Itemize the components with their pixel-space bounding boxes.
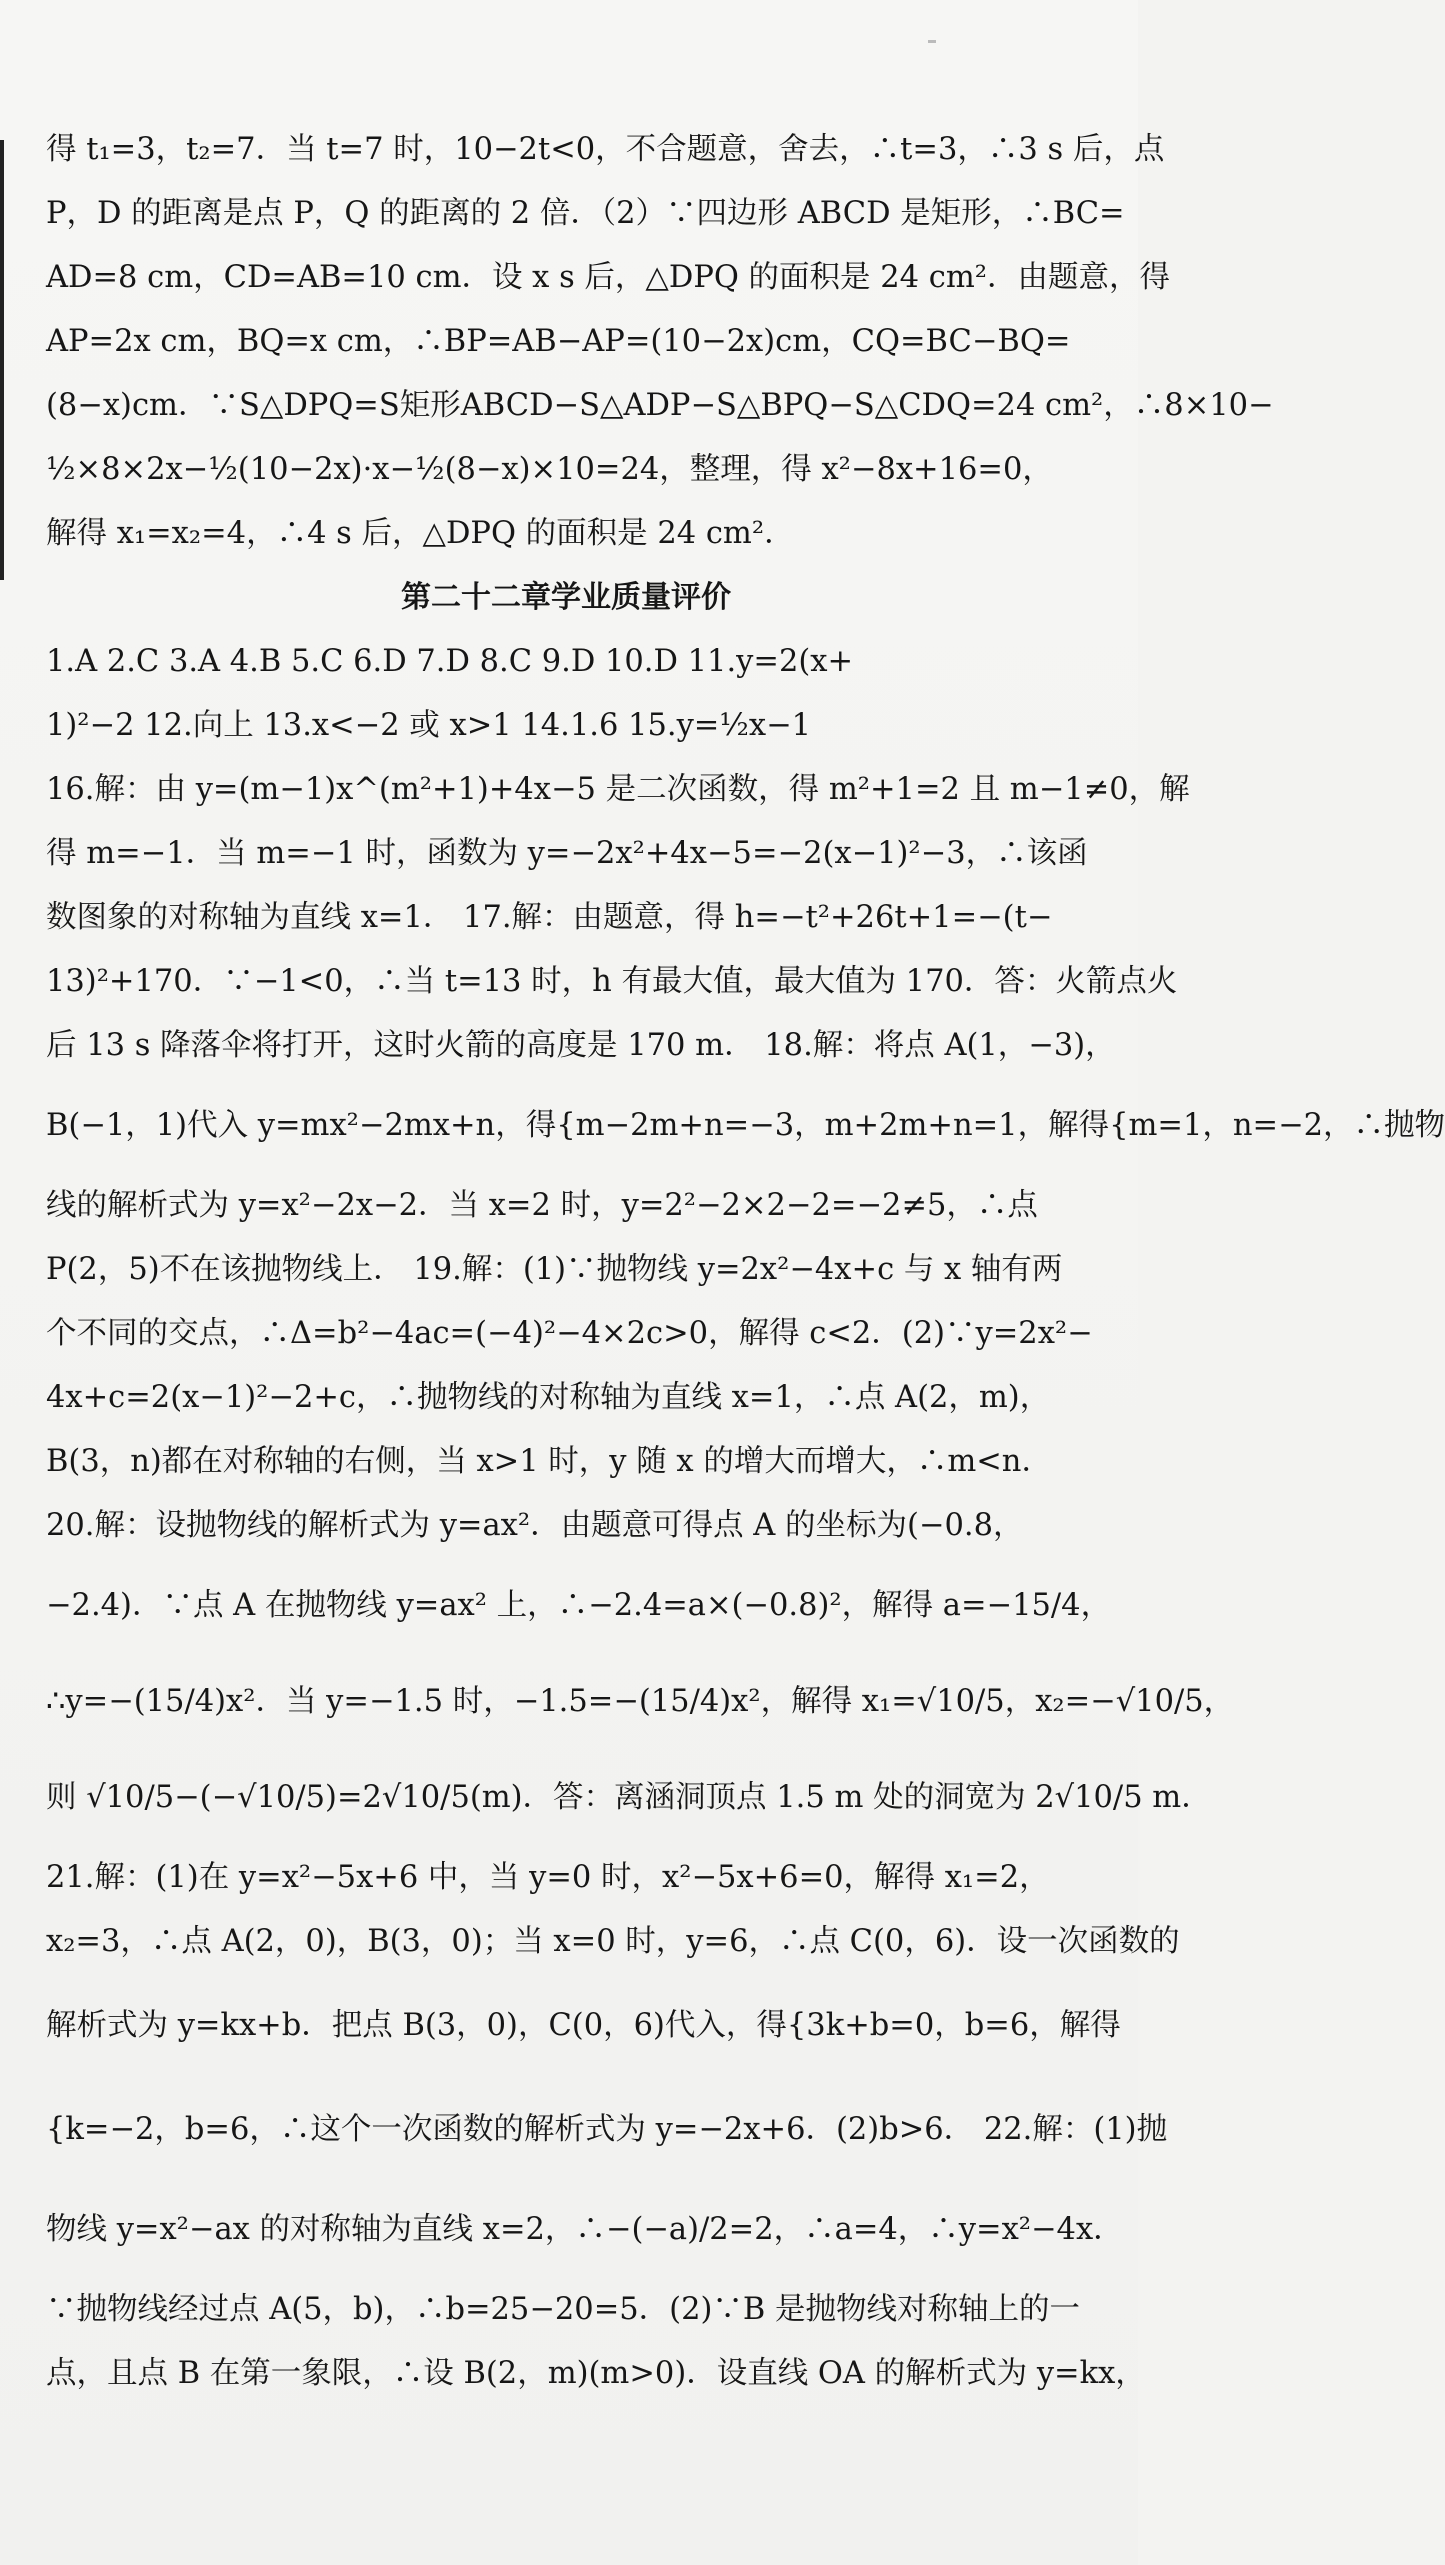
scan-mark <box>928 40 936 43</box>
text-line: ½×8×2x−½(10−2x)·x−½(8−x)×10=24，整理，得 x²−8x+16=0， <box>46 452 1053 487</box>
answer-line: 数图象的对称轴为直线 x=1． 17.解：由题意，得 h=−t²+26t+1=−(t− <box>46 900 1053 935</box>
answer-line: 1)²−2 12.向上 13.x<−2 或 x>1 14.1.6 15.y=½x−1 <box>46 708 812 743</box>
answer-line: P(2，5)不在该抛物线上． 19.解：(1)∵抛物线 y=2x²−4x+c 与 x 轴有两 <box>46 1252 1063 1287</box>
text-line: (8−x)cm．∵S△DPQ=S矩形ABCD−S△ADP−S△BPQ−S△CDQ=24 cm²，∴8×10− <box>46 388 1274 423</box>
answer-line: ∴y=−(15/4)x²．当 y=−1.5 时，−1.5=−(15/4)x²，解得 x₁=√10/5，x₂=−√10/5， <box>46 1684 1235 1719</box>
text-line: 解得 x₁=x₂=4，∴4 s 后，△DPQ 的面积是 24 cm²． <box>46 516 795 551</box>
answer-line: 1.A 2.C 3.A 4.B 5.C 6.D 7.D 8.C 9.D 10.D 11.y=2(x+ <box>46 644 853 679</box>
answer-line: 个不同的交点，∴Δ=b²−4ac=(−4)²−4×2c>0，解得 c<2．(2)∵y=2x²− <box>46 1316 1093 1351</box>
answer-line: −2.4)．∵点 A 在抛物线 y=ax² 上，∴−2.4=a×(−0.8)²，解得 a=−15/4， <box>46 1588 1112 1623</box>
text-line: AD=8 cm，CD=AB=10 cm．设 x s 后，△DPQ 的面积是 24 cm²．由题意，得 <box>46 260 1170 295</box>
answer-line: 解析式为 y=kx+b．把点 B(3，0)，C(0，6)代入，得{3k+b=0，b=6，解得 <box>46 2008 1121 2043</box>
text-line: P，D 的距离是点 P，Q 的距离的 2 倍．（2）∵四边形 ABCD 是矩形，∴BC= <box>46 196 1125 231</box>
answer-line: 物线 y=x²−ax 的对称轴为直线 x=2，∴−(−a)/2=2，∴a=4，∴y=x²−4x． <box>46 2212 1124 2247</box>
answer-line: B(−1，1)代入 y=mx²−2mx+n，得{m−2m+n=−3，m+2m+n=1，解得{m=1，n=−2，∴抛物 <box>46 1108 1445 1143</box>
answer-line: 21.解：(1)在 y=x²−5x+6 中，当 y=0 时，x²−5x+6=0，解得 x₁=2， <box>46 1860 1050 1895</box>
answer-line: ∵抛物线经过点 A(5，b)，∴b=25−20=5．(2)∵B 是抛物线对称轴上的一 <box>46 2292 1080 2327</box>
answer-line: B(3，n)都在对称轴的右侧，当 x>1 时，y 随 x 的增大而增大，∴m<n． <box>46 1444 1052 1479</box>
text-line: 得 t₁=3，t₂=7．当 t=7 时，10−2t<0，不合题意，舍去，∴t=3，∴3 s 后，点 <box>46 132 1165 167</box>
answer-line: 后 13 s 降落伞将打开，这时火箭的高度是 170 m． 18.解：将点 A(1，−3)， <box>46 1028 1116 1063</box>
section-heading: 第二十二章学业质量评价 <box>401 580 731 615</box>
answer-line: 16.解：由 y=(m−1)x^(m²+1)+4x−5 是二次函数，得 m²+1=2 且 m−1≠0，解 <box>46 772 1190 807</box>
answer-line: 点，且点 B 在第一象限，∴设 B(2，m)(m>0)．设直线 OA 的解析式为 y=kx， <box>46 2356 1146 2391</box>
answer-line: {k=−2，b=6，∴这个一次函数的解析式为 y=−2x+6．(2)b>6． 22.解：(1)抛 <box>46 2112 1168 2147</box>
text-line: AP=2x cm，BQ=x cm，∴BP=AB−AP=(10−2x)cm，CQ=BC−BQ= <box>46 324 1071 359</box>
answer-line: 4x+c=2(x−1)²−2+c，∴抛物线的对称轴为直线 x=1，∴点 A(2，m)， <box>46 1380 1051 1415</box>
answer-line: 20.解：设抛物线的解析式为 y=ax²．由题意可得点 A 的坐标为(−0.8， <box>46 1508 1024 1543</box>
answer-line: 则 √10/5−(−√10/5)=2√10/5(m)．答：离涵洞顶点 1.5 m 处的洞宽为 2√10/5 m． <box>46 1780 1212 1815</box>
answer-line: 13)²+170．∵−1<0，∴当 t=13 时，h 有最大值，最大值为 170．答：火箭点火 <box>46 964 1178 999</box>
page-margin-rule <box>0 140 4 580</box>
answer-line: 得 m=−1．当 m=−1 时，函数为 y=−2x²+4x−5=−2(x−1)²−3，∴该函 <box>46 836 1088 871</box>
answer-line: x₂=3，∴点 A(2，0)，B(3，0)；当 x=0 时，y=6，∴点 C(0，6)．设一次函数的 <box>46 1924 1180 1959</box>
solution-text <box>46 118 1445 2406</box>
answer-line: 线的解析式为 y=x²−2x−2．当 x=2 时，y=2²−2×2−2=−2≠5，∴点 <box>46 1188 1038 1223</box>
